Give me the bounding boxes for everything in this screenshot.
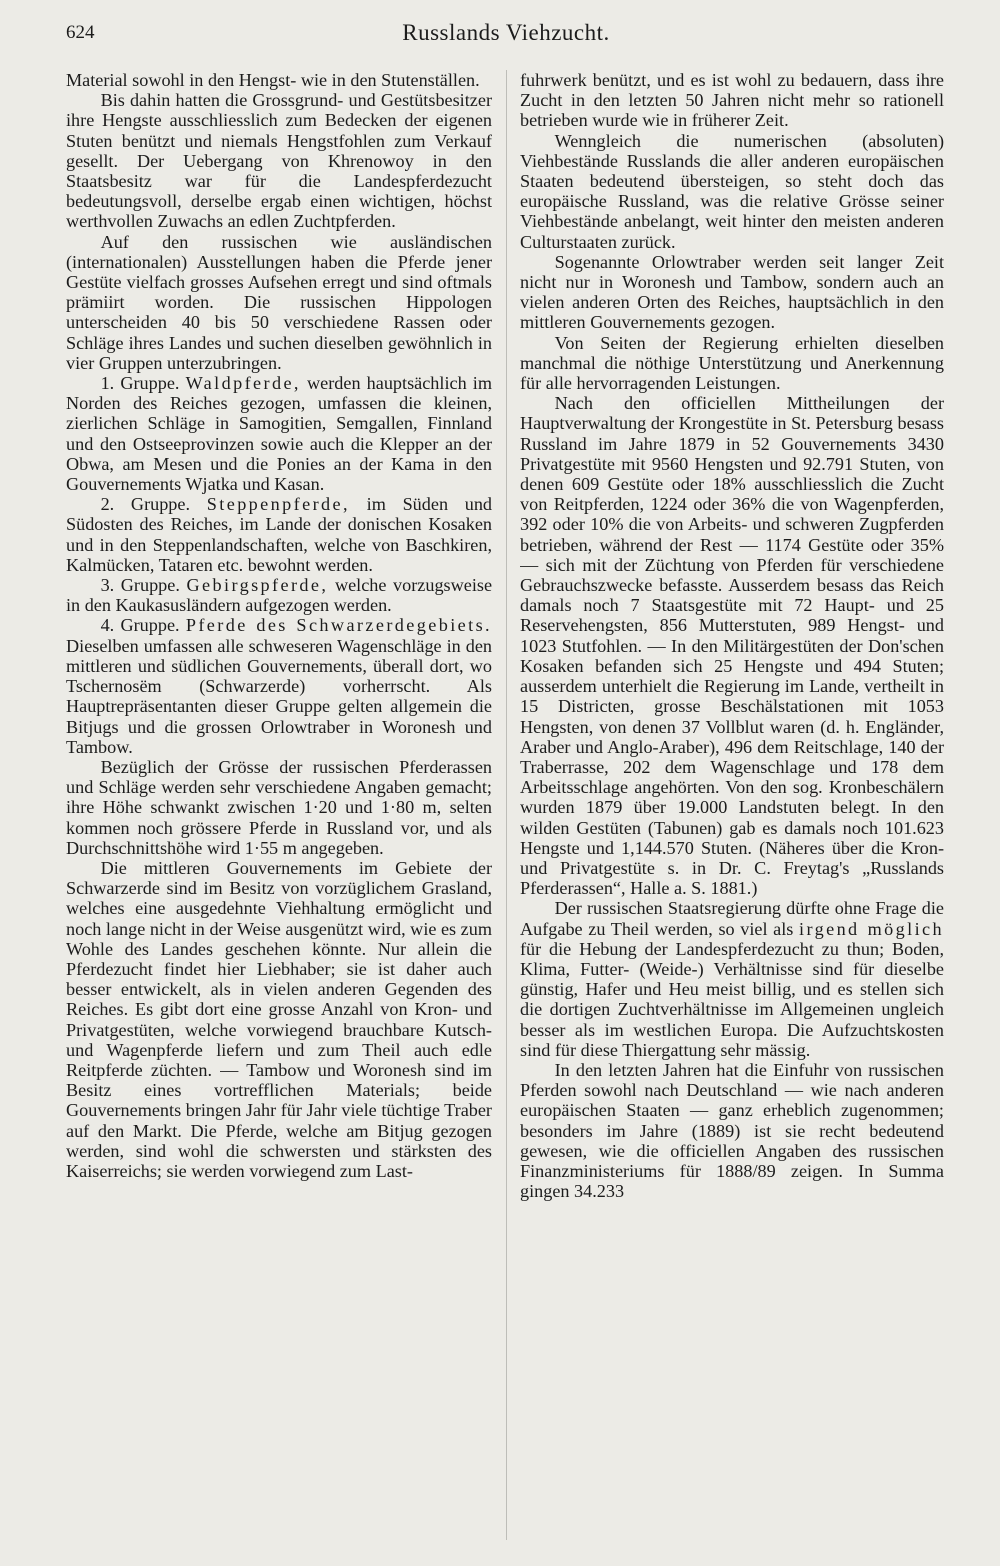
group-4-paragraph	[66, 615, 492, 756]
group-label: 2. Gruppe.	[100, 494, 191, 515]
page-number: 624	[66, 22, 95, 43]
paragraph: Von Seiten der Regierung erhielten dieselben manchmal die nöthige Unterstützung und Anerkennung für alle hervorragenden Leistungen.	[520, 332, 944, 394]
group-label: 3. Gruppe.	[100, 575, 180, 596]
paragraph: Auf den russischen wie ausländischen (internationalen) Ausstellungen haben die Pferde jener Gestüte vielfach grosses Aufsehen erregt und sind oftmals prämiirt worden. Die russischen Hippologen unterscheiden 40 bis 50 verschiedene Rassen oder Schläge ihres Landes und suchen dieselben gewöhnlich in vier Gruppen unterzubringen.	[66, 231, 492, 373]
group-label: 4. Gruppe.	[100, 615, 180, 636]
paragraph: Die mittleren Gouvernements im Gebiete der Schwarzerde sind im Besitz von vorzüglichem Grasland, welches eine ausgedehnte Viehhaltung ermöglicht und noch lange nicht in der Weise ausgenützt wird, wie es zum Wohle des Landes geschehen könnte. Nur allein die Pferdezucht findet hier Liebhaber; sie ist daher auch besser entwickelt, als in vielen anderen Gegenden des Reiches. Es gibt dort eine grosse Anzahl von Kron- und Privatgestüten, welche vorwiegend brauchbare Kutsch- und Wagenpferde liefern und zum Theil auch edle Reitpferde züchten. — Tambow und Woronesh sind im Besitz eines vortrefflichen Materials; beide Gouvernements bringen Jahr für Jahr viele tüchtige Traber auf den Markt. Die Pferde, welche am Bitjug gezogen werden, sind wohl die schwersten und stärksten des Kaiserreichs; sie werden vorwiegend zum Last-	[66, 857, 492, 1181]
column-divider	[506, 70, 507, 1540]
paragraph: fuhrwerk benützt, und es ist wohl zu bedauern, dass ihre Zucht in den letzten 50 Jahren nicht mehr so rationell betrieben wurde wie in früherer Zeit.	[520, 70, 944, 131]
paragraph: Wenngleich die numerischen (absoluten) Viehbestände Russlands die aller anderen europäischen Staaten bedeutend übersteigen, so steht doch das europäische Russland, was die relative Grösse seiner Viehbestände anbelangt, weit hinter den meisten anderen Culturstaaten zurück.	[520, 130, 944, 252]
running-title: Russlands Viehzucht.	[402, 20, 610, 45]
group-3-paragraph	[66, 575, 492, 615]
group-text: werden hauptsächlich im Norden des Reiches gezogen, umfassen die kleinen, zierlichen Schläge in Samogitien, Semgallen, Finnland und den Ostseeprovinzen sowie auch die Klepper an der Obwa, am Mesen und die Ponies an der Kama in den Gouvernements Wjatka und Kasan.	[66, 373, 492, 495]
paragraph: Bezüglich der Grösse der russischen Pferderassen und Schläge werden sehr verschiedene Angaben gemacht; ihre Höhe schwankt zwischen 1·20 und 1·80 m, selten kommen noch grössere Pferde in Russland vor, und als Durchschnittshöhe wird 1·55 m angegeben.	[66, 756, 492, 858]
paragraph: Nach den officiellen Mittheilungen der Hauptverwaltung der Krongestüte in St. Petersburg besass Russland im Jahre 1879 in 52 Gouvernements 3430 Privatgestüte mit 9560 Hengsten und 92.791 Stuten, von denen 609 Gestüte oder 18% ausschliesslich die Zucht von Reitpferden, 1224 oder 36% die von Wagenpferden, 392 oder 10% die von Arbeits- und schweren Zugpferden betrieben, während der Rest — 1174 Gestüte oder 35% — sich mit der Züchtung von Pferden für verschiedene Gebrauchszwecke befasste. Ausserdem besass das Reich damals noch 7 Staatsgestüte mit 72 Haupt- und 25 Reservehengsten, 856 Mutterstuten, 989 Hengst- und 1023 Stutfohlen. — In den Militärgestüten der Don'schen Kosaken befanden sich 25 Hengste und 494 Stuten; ausserdem unterhielt die Regierung im Lande, vertheilt in 15 Districten, grosse Beschälstationen mit 1053 Hengsten, von denen 37 Vollblut waren (d. h. Engländer, Araber und Anglo-Araber), 496 dem Reitschlage, 140 der Traberrasse, 202 dem Wagenschlage und 178 dem Arbeitsschlage angehörten. Von den sog. Kronbeschälern wurden 1879 über 19.000 Landstuten belegt. In den wilden Gestüten (Tabunen) gab es damals noch 101.623 Hengste und 1,144.570 Stuten. (Näheres über die Kron- und Privatgestüte s. in Dr. C. Freytag's „Russlands Pferderassen“, Halle a. S. 1881.)	[520, 393, 944, 899]
page-header	[66, 18, 946, 54]
paragraph: In den letzten Jahren hat die Einfuhr von russischen Pferden sowohl nach Deutschland — wie nach anderen europäischen Staaten — ganz erheblich zugenommen; besonders im Jahre (1889) ist sie recht bedeutend gewesen, wie die officiellen Angaben des russischen Finanzministeriums für 1888/89 zeigen. In Summa gingen 34.233	[520, 1059, 944, 1202]
group-term: Pferde des Schwarzerdegebiets.	[185, 615, 492, 636]
group-2-paragraph	[66, 494, 492, 575]
right-column	[520, 70, 944, 1550]
group-text: im Süden und Südosten des Reiches, im Lande der donischen Kosaken und in den Steppenlandschaften, welche von Baschkiren, Kalmücken, Tataren etc. bewohnt werden.	[66, 494, 492, 575]
text-run: Der russischen Staatsregierung dürfte ohne Frage die Aufgabe zu Theil werden, so viel als	[520, 898, 944, 939]
text-run: für die Hebung der Landespferdezucht zu thun; Boden, Klima, Futter- (Weide-) Verhältnisse sind für dieselbe günstig, Hafer und Heu meist billig, und es stellen sich die dortigen Zuchtverhältnisse im Allgemeinen ungleich besser als im westlichen Europa. Die Aufzuchtskosten sind für diese Thiergattung sehr mässig.	[520, 938, 944, 1060]
paragraph: Sogenannte Orlowtraber werden seit langer Zeit nicht nur in Woronesh und Tambow, sondern auch an vielen anderen Orten des Reiches, hauptsächlich in den mittleren Gouvernements gezogen.	[520, 251, 944, 333]
group-label: 1. Gruppe.	[100, 373, 180, 394]
paragraph: Material sowohl in den Hengst- wie in den Stutenställen.	[66, 70, 480, 90]
group-term: Gebirgspferde,	[186, 575, 329, 596]
group-text: welche vorzugsweise in den Kaukasusländern aufgezogen werden.	[66, 575, 492, 616]
group-term: Steppenpferde,	[206, 494, 350, 515]
group-term: Waldpferde,	[185, 373, 301, 394]
group-1-paragraph	[66, 373, 492, 494]
left-column	[66, 70, 492, 1550]
paragraph	[520, 898, 944, 1060]
emphasis-text: irgend möglich	[799, 918, 944, 939]
group-text: Dieselben umfassen alle schweseren Wagenschläge in den mittleren und südlichen Gouvernements, überall dort, wo Tschernosëm (Schwarzerde) vorherrscht. Als Hauptrepräsentanten dieser Gruppe gelten allgemein die Bitjugs und die grossen Orlowtraber in Woronesh und Tambow.	[66, 635, 492, 757]
paragraph: Bis dahin hatten die Grossgrund- und Gestütsbesitzer ihre Hengste ausschliesslich zum Bedecken der eigenen Stuten benützt und niemals Hengstfohlen zum Verkauf gesellt. Der Uebergang von Khrenowoy in den Staatsbesitz war für die Landespferdezucht bedeutungsvoll, derselbe ergab einen wichtigen, höchst werthvollen Zuwachs an edlen Zuchtpferden.	[66, 90, 492, 232]
